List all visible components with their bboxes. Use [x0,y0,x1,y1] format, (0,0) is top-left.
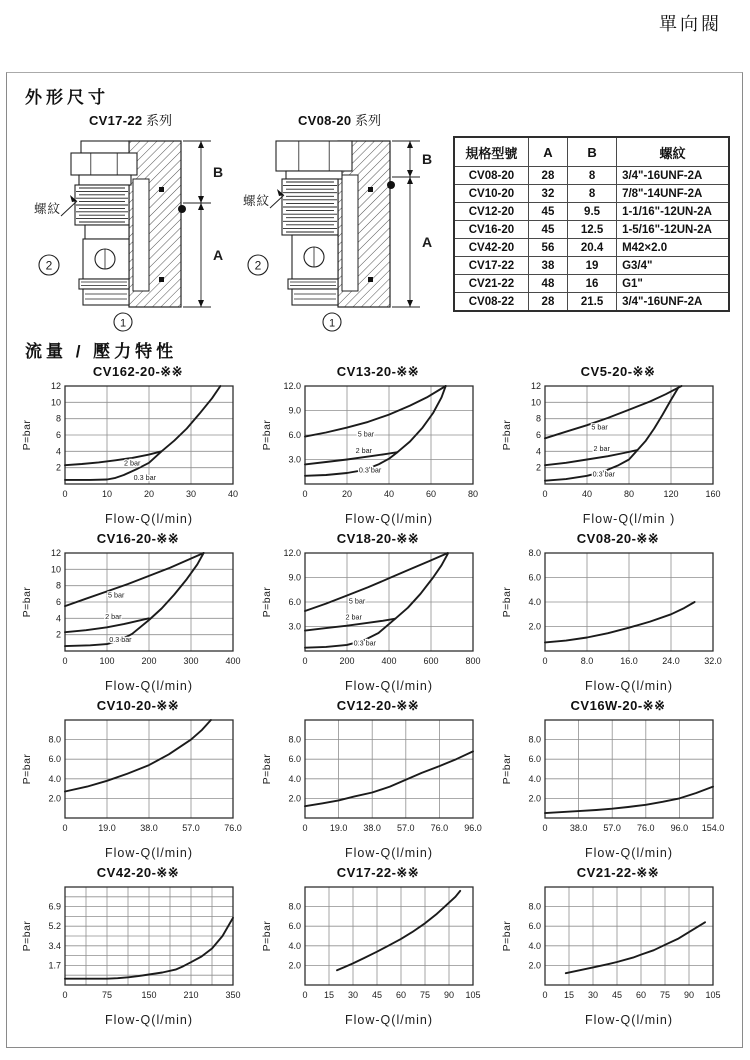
svg-text:12.0: 12.0 [283,548,301,558]
table-header-cell: B [568,137,617,167]
svg-text:4.0: 4.0 [528,773,541,784]
svg-text:6: 6 [55,430,61,440]
curve-label: 2 bar [355,446,372,455]
svg-text:32.0: 32.0 [704,656,722,666]
curve-label: 5 bar [357,429,375,439]
table-row [454,185,729,203]
chart-title: CV16W-20-※※ [570,698,666,713]
svg-text:400: 400 [381,656,397,666]
svg-text:20: 20 [143,489,155,499]
table-cell: 56 [528,239,567,257]
svg-text:8: 8 [535,413,541,424]
data-curve [545,787,713,814]
table-row [454,167,729,185]
svg-text:8.0: 8.0 [528,548,541,558]
table-cell: 48 [528,275,567,293]
svg-text:6.0: 6.0 [288,921,301,932]
svg-text:200: 200 [339,656,355,666]
svg-text:15: 15 [563,990,575,1000]
x-axis-label: Flow-Q(l/min) [105,512,193,526]
svg-text:76.0: 76.0 [637,823,655,833]
table-header-row [454,137,729,167]
valve-schematic [33,129,228,333]
svg-text:38.0: 38.0 [569,823,588,833]
svg-text:19.0: 19.0 [329,823,348,833]
svg-text:8: 8 [55,413,61,424]
table-cell: 3/4"-16UNF-2A [617,167,729,185]
svg-text:0: 0 [542,489,548,499]
table-cell: G3/4" [617,257,729,275]
svg-text:12: 12 [50,381,61,391]
chart-canvas [259,714,497,862]
svg-text:2: 2 [55,462,61,473]
x-axis-label: Flow-Q(l/min) [345,1013,433,1027]
svg-text:2.0: 2.0 [528,621,541,632]
valve-drawing-cv17-22 [33,110,228,333]
table-cell: 28 [528,167,567,185]
chart-cv21-22 [499,865,737,1029]
chart-cv16-20 [19,531,257,695]
svg-text:0: 0 [62,823,68,833]
y-axis-label: P=bar [261,753,273,785]
section-title-dimensions: 外形尺寸 [25,88,109,107]
svg-text:76.0: 76.0 [224,823,242,833]
data-curve [545,386,682,438]
data-curve [65,720,211,792]
svg-text:12: 12 [50,548,61,558]
svg-text:4: 4 [55,613,61,624]
data-curve [545,602,695,642]
table-cell: CV08-22 [454,293,528,312]
callout-number: 2 [254,258,262,273]
table-cell: CV17-22 [454,257,528,275]
table-cell: 19 [568,257,617,275]
svg-text:100: 100 [99,656,115,666]
x-axis-label: Flow-Q(l/min) [105,1013,193,1027]
svg-text:4.0: 4.0 [528,940,541,951]
table-cell: 28 [528,293,567,312]
svg-text:40: 40 [227,489,239,499]
content-frame [6,72,743,1048]
chart-title: CV16-20-※※ [96,531,180,546]
data-curve [337,891,460,970]
chart-canvas [19,714,257,862]
svg-text:4.0: 4.0 [288,940,301,951]
svg-text:105: 105 [465,990,481,1000]
chart-cv12-20 [259,698,497,862]
valve-drawing-cv08-20 [242,110,437,333]
dim-label-a: A [422,234,433,250]
data-curve [305,386,446,437]
svg-text:15: 15 [323,990,335,1000]
y-axis-label: P=bar [501,586,513,618]
chart-cv42-20 [19,865,257,1029]
x-axis-label: Flow-Q(l/min) [345,846,433,860]
drawing-title: CV08-20 系列 [297,113,382,128]
chart-canvas [19,547,257,695]
svg-text:6: 6 [535,430,541,440]
chart-cv18-20 [259,531,497,695]
y-axis-label: P=bar [261,920,273,952]
svg-text:2.0: 2.0 [528,793,541,804]
svg-text:10: 10 [101,489,113,499]
y-axis-label: P=bar [501,419,513,451]
chart-cv13-20 [259,364,497,528]
svg-text:45: 45 [611,990,623,1000]
table-cell: CV10-20 [454,185,528,203]
svg-text:3.0: 3.0 [288,454,301,465]
svg-text:80: 80 [623,489,635,499]
table-header-cell: 規格型號 [454,137,528,167]
table-header-cell: A [528,137,567,167]
svg-text:0: 0 [302,489,308,499]
curve-label: 2 bar [345,612,362,622]
curve-label: 0.3 bar [353,638,376,648]
table-cell: CV16-20 [454,221,528,239]
drawing-title: CV17-22 系列 [88,113,173,128]
svg-text:6.0: 6.0 [528,572,541,583]
table-cell: 8 [568,185,617,203]
svg-text:400: 400 [225,656,241,666]
svg-text:16.0: 16.0 [620,656,638,666]
svg-text:120: 120 [663,489,679,499]
x-axis-label: Flow-Q(l/min) [345,512,433,526]
table-cell: G1" [617,275,729,293]
table-cell: M42×2.0 [617,239,729,257]
svg-text:3.4: 3.4 [48,940,61,951]
table-cell: 32 [528,185,567,203]
svg-text:60: 60 [395,990,407,1000]
svg-text:24.0: 24.0 [662,656,680,666]
chart-canvas [259,547,497,695]
svg-text:350: 350 [225,990,241,1000]
table-row [454,239,729,257]
chart-cv17-22 [259,865,497,1029]
svg-text:0: 0 [62,990,68,1000]
dim-label-a: A [213,247,224,263]
x-axis-label: Flow-Q(l/min) [345,679,433,693]
svg-text:30: 30 [347,990,359,1000]
svg-text:96.0: 96.0 [670,823,689,833]
chart-title: CV10-20-※※ [96,698,180,713]
svg-text:12: 12 [530,381,541,391]
svg-text:300: 300 [183,656,199,666]
curve-label: 0.3 bar [109,635,132,645]
curve-label: 0.3 bar [133,473,156,483]
curve-label: 2 bar [105,611,122,621]
curve-label: 5 bar [108,590,125,600]
chart-canvas [259,380,497,528]
svg-text:8.0: 8.0 [288,734,301,745]
svg-text:6: 6 [55,597,61,607]
chart-title: CV21-22-※※ [576,865,660,880]
svg-text:20: 20 [341,489,353,499]
svg-text:2.0: 2.0 [48,793,61,804]
chart-cv10-20 [19,698,257,862]
chart-cv5-20 [499,364,737,528]
svg-text:3.0: 3.0 [288,621,301,632]
table-cell: CV42-20 [454,239,528,257]
table-cell: 7/8"-14UNF-2A [617,185,729,203]
callout-number: 2 [45,258,53,273]
thread-label: 螺紋 [243,194,271,208]
svg-text:0: 0 [542,656,548,666]
svg-text:4: 4 [55,446,61,457]
chart-canvas [259,881,497,1029]
charts-grid [19,364,730,1029]
spec-table-wrap [453,136,730,312]
svg-text:40: 40 [383,489,395,499]
table-header-cell: 螺紋 [617,137,729,167]
section-title-flow: 流量 / 壓力特性 [25,342,178,361]
svg-text:2: 2 [535,462,541,473]
chart-title: CV5-20-※※ [580,364,656,379]
chart-cv08-20 [499,531,737,695]
svg-text:5.2: 5.2 [48,921,61,932]
svg-text:2.0: 2.0 [288,793,301,804]
svg-text:0: 0 [302,656,308,666]
svg-text:10: 10 [50,564,61,575]
svg-text:9.0: 9.0 [288,572,301,583]
svg-text:4.0: 4.0 [288,773,301,784]
svg-text:150: 150 [141,990,157,1000]
svg-text:6.0: 6.0 [528,754,541,765]
svg-text:154.0: 154.0 [701,823,725,833]
table-cell: 20.4 [568,239,617,257]
y-axis-label: P=bar [21,586,33,618]
svg-text:0: 0 [302,990,308,1000]
callout-number: 1 [119,317,127,330]
dim-label-b: B [422,151,433,167]
chart-title: CV18-20-※※ [336,531,420,546]
page-title: 單向閥 [659,14,722,34]
svg-text:6.0: 6.0 [528,921,541,932]
y-axis-label: P=bar [21,920,33,952]
y-axis-label: P=bar [21,753,33,785]
svg-text:4.0: 4.0 [48,773,61,784]
y-axis-label: P=bar [501,753,513,785]
svg-text:1.7: 1.7 [48,960,61,971]
data-curve [65,386,220,483]
curve-label: 0.3 bar [592,469,615,479]
svg-text:2: 2 [55,629,61,640]
svg-text:57.0: 57.0 [603,823,621,833]
curve-label: 5 bar [348,596,366,606]
table-cell: 9.5 [568,203,617,221]
chart-canvas [19,380,257,528]
chart-cv16w-20 [499,698,737,862]
svg-text:6.0: 6.0 [288,754,301,765]
chart-title: CV162-20-※※ [92,364,184,379]
svg-text:12.0: 12.0 [283,381,301,391]
svg-text:8.0: 8.0 [580,656,594,666]
svg-text:60: 60 [425,489,437,499]
svg-text:6.0: 6.0 [288,430,301,440]
curve-label: 5 bar [591,422,608,432]
svg-text:210: 210 [183,990,199,1000]
svg-text:8.0: 8.0 [528,734,541,745]
spec-table [453,136,730,312]
svg-text:30: 30 [587,990,599,1000]
thread-label: 螺紋 [34,202,62,216]
x-axis-label: Flow-Q(l/min) [585,679,673,693]
svg-text:76.0: 76.0 [430,823,449,833]
svg-text:4: 4 [535,446,541,457]
svg-text:2.0: 2.0 [528,960,541,971]
svg-text:80: 80 [467,489,479,499]
svg-text:57.0: 57.0 [182,823,200,833]
chart-canvas [499,881,737,1029]
x-axis-label: Flow-Q(l/min) [105,679,193,693]
svg-text:160: 160 [705,489,721,499]
table-row [454,293,729,312]
svg-text:40: 40 [581,489,593,499]
table-cell: 16 [568,275,617,293]
data-curve [305,554,448,648]
chart-canvas [499,714,737,862]
table-cell: 3/4"-16UNF-2A [617,293,729,312]
chart-cv162-20 [19,364,257,528]
table-cell: CV21-22 [454,275,528,293]
svg-text:10: 10 [50,397,61,408]
svg-text:0: 0 [542,990,548,1000]
table-row [454,221,729,239]
chart-canvas [499,547,737,695]
svg-text:8: 8 [55,580,61,591]
svg-text:200: 200 [141,656,157,666]
valve-schematic [242,129,437,333]
drawings-row [19,110,730,333]
table-row [454,257,729,275]
svg-text:9.0: 9.0 [288,405,301,416]
chart-title: CV08-20-※※ [576,531,660,546]
svg-text:96.0: 96.0 [464,823,482,833]
svg-text:0: 0 [62,489,68,499]
svg-text:10: 10 [530,397,541,408]
table-cell: 21.5 [568,293,617,312]
svg-text:30: 30 [185,489,197,499]
svg-text:90: 90 [443,990,455,1000]
chart-title: CV42-20-※※ [96,865,180,880]
table-cell: CV12-20 [454,203,528,221]
svg-text:90: 90 [683,990,695,1000]
svg-text:600: 600 [423,656,439,666]
table-cell: 12.5 [568,221,617,239]
svg-text:75: 75 [419,990,431,1000]
y-axis-label: P=bar [261,586,273,618]
svg-text:57.0: 57.0 [397,823,415,833]
y-axis-label: P=bar [21,419,33,451]
svg-text:0: 0 [542,823,548,833]
x-axis-label: Flow-Q(l/min) [585,1013,673,1027]
svg-text:6.0: 6.0 [48,754,61,765]
svg-text:38.0: 38.0 [140,823,158,833]
svg-text:75: 75 [101,990,113,1000]
svg-text:6.9: 6.9 [48,901,61,912]
curve-label: 2 bar [124,458,141,468]
data-curve [65,553,204,606]
data-curve [545,388,678,481]
chart-canvas [19,881,257,1029]
dim-label-b: B [213,164,224,180]
x-axis-label: Flow-Q(l/min) [105,846,193,860]
curve-label: 0.3 bar [358,465,382,475]
table-row [454,203,729,221]
table-cell: 8 [568,167,617,185]
svg-text:4.0: 4.0 [528,597,541,607]
chart-title: CV17-22-※※ [336,865,420,880]
svg-text:105: 105 [705,990,721,1000]
svg-text:19.0: 19.0 [98,823,116,833]
y-axis-label: P=bar [501,920,513,952]
x-axis-label: Flow-Q(l/min ) [582,512,676,526]
table-row [454,275,729,293]
chart-title: CV12-20-※※ [336,698,420,713]
y-axis-label: P=bar [261,419,273,451]
table-cell: 1-5/16"-12UN-2A [617,221,729,239]
x-axis-label: Flow-Q(l/min) [585,846,673,860]
table-cell: CV08-20 [454,167,528,185]
curve-label: 2 bar [593,444,610,453]
table-cell: 38 [528,257,567,275]
svg-text:45: 45 [371,990,383,1000]
table-cell: 1-1/16"-12UN-2A [617,203,729,221]
svg-text:6.0: 6.0 [288,597,301,607]
svg-text:0: 0 [302,823,308,833]
svg-text:0: 0 [62,656,68,666]
svg-text:75: 75 [659,990,671,1000]
chart-canvas [499,380,737,528]
svg-text:8.0: 8.0 [288,901,301,912]
svg-text:8.0: 8.0 [48,734,61,745]
svg-text:8.0: 8.0 [528,901,541,912]
svg-text:38.0: 38.0 [363,823,381,833]
table-cell: 45 [528,221,567,239]
svg-text:60: 60 [635,990,647,1000]
table-cell: 45 [528,203,567,221]
callout-number: 1 [328,317,336,330]
chart-title: CV13-20-※※ [336,364,420,379]
svg-text:800: 800 [465,656,481,666]
svg-text:2.0: 2.0 [288,960,301,971]
